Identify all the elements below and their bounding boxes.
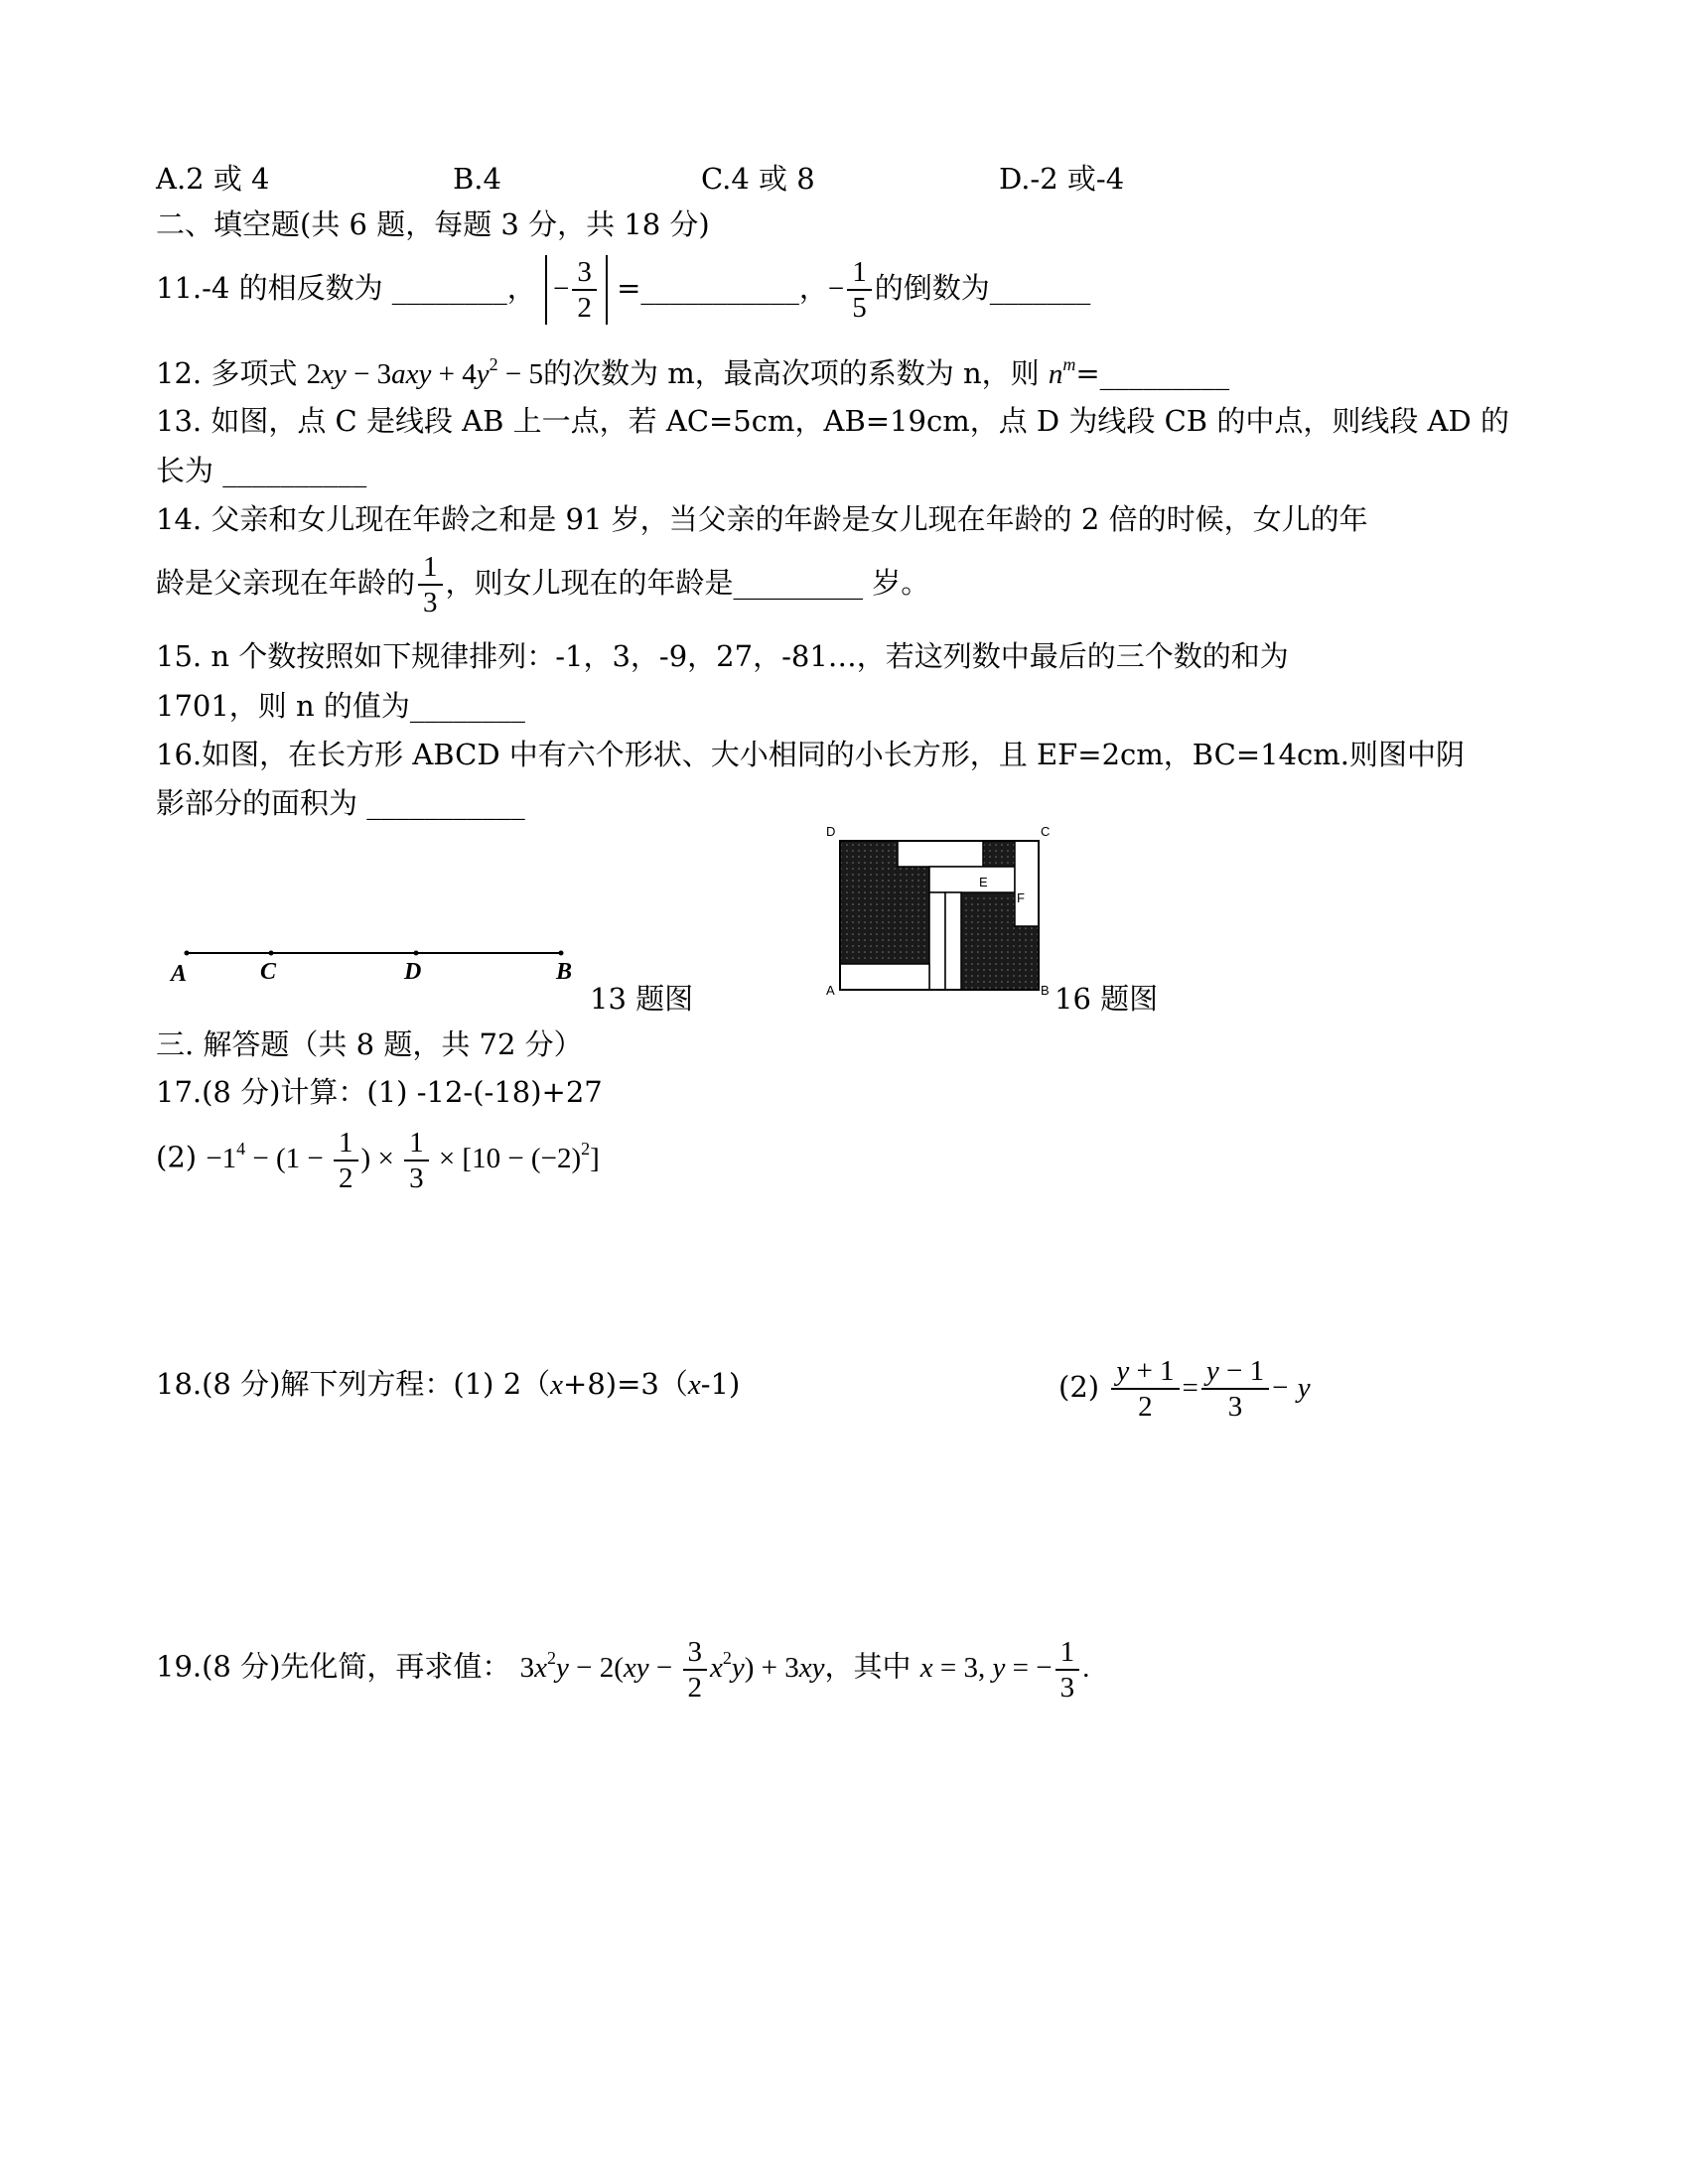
option-d: D.-2 或-4 xyxy=(999,162,1125,196)
corner-a-label: A xyxy=(826,983,835,998)
section3-title: 三. 解答题（共 8 题，共 72 分） xyxy=(156,1027,583,1061)
section2-title: 二、填空题(共 6 题，每题 3 分，共 18 分) xyxy=(156,207,710,241)
point-e-label: E xyxy=(979,875,988,889)
question-11: 11.-4 的相反数为 ________， − $\frac{3}{2}$ =___________，− $\frac{1}{5}$ 的倒数为_______ xyxy=(156,256,1091,324)
q12-tail: =_________ xyxy=(1075,356,1230,390)
q18-part2-label: (2) xyxy=(1058,1370,1100,1404)
q18-prefix: 18.(8 分)解下列方程：(1) 2（ xyxy=(156,1367,551,1401)
abs-value: − $\frac{3}{2}$ xyxy=(545,255,608,325)
figure-13-segment xyxy=(159,933,606,993)
option-c: C.4 或 8 xyxy=(701,162,815,196)
q13-line2: 长为 __________ xyxy=(156,454,367,487)
q19-expression: $3x^2y - 2(xy$ − $\frac{3}{2}$ $x^2y) + 3xy$ xyxy=(519,1636,825,1704)
point-b-dot xyxy=(559,951,564,956)
point-a-label: A xyxy=(171,961,188,987)
option-a: A.2 或 4 xyxy=(156,162,270,196)
q13-line1: 13. 如图，点 C 是线段 AB 上一点，若 AC=5cm，AB=19cm，点 D 为线段 CB 的中点，则线段 AD 的 xyxy=(156,404,1509,438)
q12-prefix: 12. 多项式 xyxy=(156,356,298,390)
figure-16-caption: 16 题图 xyxy=(1055,982,1159,1016)
segment-diagram xyxy=(159,933,606,993)
q17-line2 xyxy=(156,1126,600,1195)
point-c-dot xyxy=(269,951,274,956)
q14-part2: ，则女儿现在的年龄是_________ 岁。 xyxy=(445,566,930,600)
q14-part1: 龄是父亲现在年龄的 xyxy=(156,566,416,600)
option-b: B.4 xyxy=(453,162,501,196)
q18-mid2: -1) xyxy=(700,1367,741,1401)
q11-part3: 的倒数为_______ xyxy=(874,271,1091,305)
corner-c-label: C xyxy=(1041,824,1051,839)
q19-prefix: 19.(8 分)先化简，再求值： xyxy=(156,1649,511,1684)
corner-d-label: D xyxy=(826,824,836,839)
q19-mid: ，其中 xyxy=(824,1649,912,1684)
q17-line1: 17.(8 分)计算：(1) -12-(-18)+27 xyxy=(156,1075,603,1109)
q18-mid1: +8)=3（ xyxy=(563,1367,688,1401)
q14-line2: 龄是父亲现在年龄的 $\frac{1}{3}$ ，则女儿现在的年龄是_________ 岁。 xyxy=(156,551,930,618)
point-f-label: F xyxy=(1017,890,1025,905)
q17-expression: $-1^4 - (1$ − $\frac{1}{2}$ ) × $\frac{1}{3}$ × $[10 - (-2)^2]$ xyxy=(206,1127,600,1194)
rectangle-diagram xyxy=(820,824,1058,998)
corner-b-label: B xyxy=(1041,983,1050,998)
point-a-dot xyxy=(185,951,190,956)
q19-line xyxy=(156,1635,1089,1705)
q17-part2-label: (2) xyxy=(156,1140,198,1174)
q15-line1: 15. n 个数按照如下规律排列：-1，3，-9，27，-81…，若这列数中最后的三个数的和为 xyxy=(156,639,1289,673)
polynomial-expression: $2xy - 3axy + 4y^2 - 5$ xyxy=(306,354,544,390)
q16-line1: 16.如图，在长方形 ABCD 中有六个形状、大小相同的小长方形，且 EF=2cm，BC=14cm.则图中阴 xyxy=(156,738,1465,771)
point-b-label: B xyxy=(556,959,573,985)
point-c-label: C xyxy=(260,959,277,985)
q15-line2: 1701，则 n 的值为________ xyxy=(156,689,525,723)
q18-line: 18.(8 分)解下列方程：(1) 2（x+8)=3（x-1) xyxy=(156,1367,741,1401)
q14-line1: 14. 父亲和女儿现在年龄之和是 91 岁，当父亲的年龄是女儿现在年龄的 2 倍的时候，女儿的年 xyxy=(156,502,1368,536)
q18-part2: (2) $\frac{y + 1}{2}$ = $\frac{y - 1}{3}$ − y xyxy=(1058,1355,1311,1423)
q11-part2: =___________， xyxy=(617,271,828,305)
q11-part1: 11.-4 的相反数为 ________， xyxy=(156,271,536,305)
q16-line2: 影部分的面积为 ___________ xyxy=(156,786,525,820)
q19-values: x = 3, y = − $\frac{1}{3}$ . xyxy=(919,1636,1090,1704)
q12-suffix: 的次数为 m，最高次项的系数为 n，则 xyxy=(543,356,1040,390)
question-12: 12. 多项式 $2xy - 3axy + 4y^2 - 5$的次数为 m，最高次项的系数为 n，则 $n^m=\_\_\_\_\_\_\_\_\_$ xyxy=(156,354,1230,390)
figure-16-rectangle xyxy=(820,824,1058,998)
point-d-dot xyxy=(414,951,419,956)
point-d-label: D xyxy=(404,959,422,985)
figure-13-caption: 13 题图 xyxy=(590,982,694,1016)
